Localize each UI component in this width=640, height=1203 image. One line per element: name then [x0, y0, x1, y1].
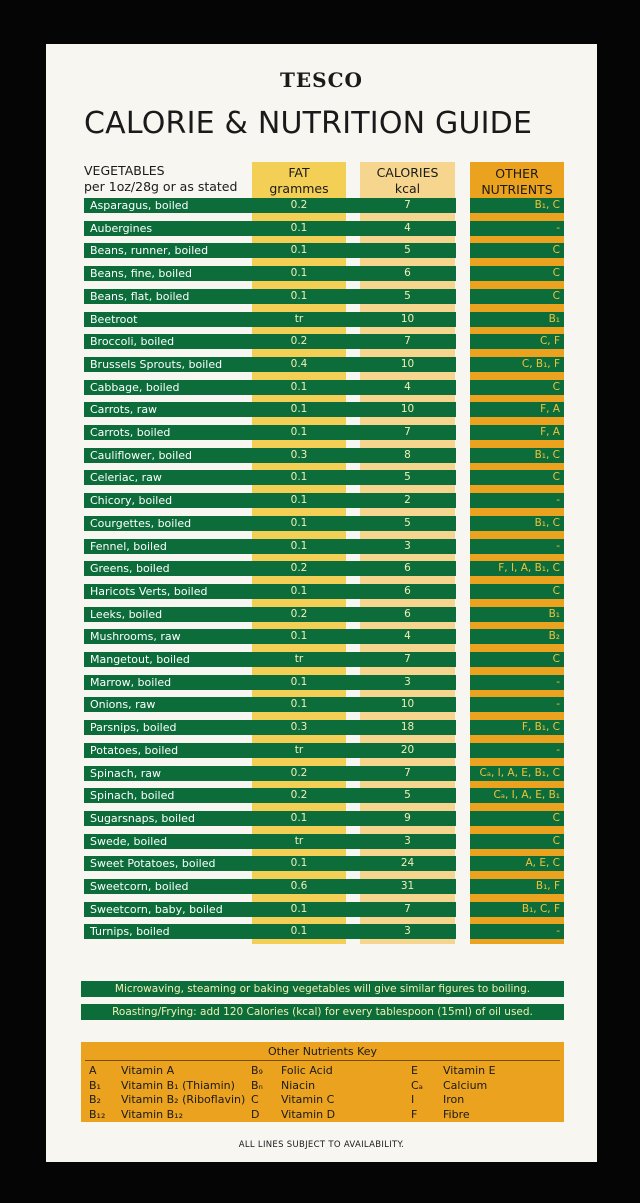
vegetable-name: Brussels Sprouts, boiled [90, 357, 223, 371]
vegetable-name: Asparagus, boiled [90, 199, 189, 212]
other-nutrients-value: C [552, 289, 560, 302]
calorie-value: 10 [400, 357, 415, 370]
table-row [84, 902, 564, 917]
vegetable-name: Spinach, boiled [90, 789, 175, 803]
nutrients-key-title: Other Nutrients Key [267, 1045, 378, 1058]
table-row [84, 584, 564, 599]
other-nutrients-value: B₁ [548, 312, 560, 325]
fat-value: 0.1 [290, 516, 308, 529]
table-row [84, 766, 564, 781]
vegetable-name: Turnips, boiled [90, 925, 170, 939]
fat-value: 0.1 [290, 811, 308, 824]
table-row [84, 243, 564, 258]
vegetable-name: Swede, boiled [90, 834, 168, 848]
key-label: Fibre [443, 1107, 470, 1121]
other-nutrients-value: C [552, 811, 560, 824]
key-code: I [411, 1093, 415, 1106]
calories-header-unit: kcal [394, 181, 421, 196]
calorie-value: 6 [404, 267, 411, 280]
vegetable-name: Aubergines [90, 221, 153, 235]
calorie-value: 5 [404, 471, 411, 484]
key-label: Vitamin B₂ (Riboflavin) [121, 1093, 246, 1106]
table-row [84, 697, 564, 712]
other-nutrients-value: C [552, 584, 560, 597]
vegetable-name: Beans, flat, boiled [90, 289, 190, 303]
fat-value: tr [294, 312, 304, 325]
vegetable-name: Beans, runner, boiled [90, 244, 209, 258]
vegetable-name: Parsnips, boiled [90, 721, 177, 735]
table-row [84, 788, 564, 803]
calorie-value: 4 [404, 630, 411, 643]
calorie-value: 6 [404, 562, 411, 575]
vegetable-name: Carrots, boiled [90, 426, 171, 439]
other-nutrients-value: - [556, 494, 560, 507]
table-row [84, 629, 564, 644]
fat-value: 0.1 [290, 925, 308, 938]
fat-value: 0.2 [290, 335, 308, 348]
key-code: C [251, 1093, 259, 1106]
vegetable-name: Fennel, boiled [90, 539, 167, 553]
key-label: Vitamin D [281, 1107, 336, 1121]
vegetable-name: Greens, boiled [90, 562, 170, 576]
calorie-value: 7 [404, 426, 411, 438]
key-code: D [251, 1107, 260, 1121]
fat-header-unit: grammes [269, 181, 329, 196]
vegetable-name: Spinach, raw [90, 766, 162, 780]
vegetable-name: Broccoli, boiled [90, 335, 175, 349]
key-code: B₁₂ [89, 1107, 106, 1121]
vegetable-name: Chicory, boiled [90, 494, 173, 508]
calorie-value: 8 [404, 448, 411, 461]
vegetable-name: Sweetcorn, boiled [90, 880, 189, 893]
key-label: Vitamin B₁ (Thiamin) [121, 1078, 235, 1092]
other-nutrients-header [470, 162, 564, 198]
key-label: Vitamin C [281, 1093, 335, 1106]
other-nutrients-value: - [556, 698, 560, 711]
table-row [84, 221, 564, 236]
page-title: CALORIE & NUTRITION GUIDE [84, 106, 533, 141]
other-nutrients-value: Cₐ, I, A, E, B₁ [493, 789, 560, 802]
availability-footer: ALL LINES SUBJECT TO AVAILABILITY. [238, 1140, 405, 1150]
table-row [84, 675, 564, 690]
vegetables-header [84, 162, 237, 195]
calorie-value: 3 [404, 834, 411, 847]
fat-value: 0.1 [290, 426, 308, 438]
table-row [84, 402, 564, 417]
calorie-value: 4 [404, 221, 411, 234]
calorie-value: 3 [404, 925, 411, 938]
key-code: A [89, 1064, 97, 1077]
table-row [84, 879, 564, 894]
fat-value: 0.2 [290, 789, 308, 802]
other-nutrients-value: - [556, 675, 560, 688]
calorie-value: 6 [404, 607, 411, 620]
vegetable-name: Celeriac, raw [90, 471, 162, 485]
other-nutrients-value: B₁, F [535, 880, 560, 892]
fat-value: tr [294, 653, 304, 665]
calorie-value: 5 [404, 789, 411, 802]
vegetables-header-title: VEGETABLES [84, 163, 165, 178]
fat-value: 0.1 [290, 380, 308, 393]
table-row [84, 470, 564, 485]
other-nutrients-value: B₁, C, F [521, 902, 560, 915]
other-nutrients-value: B₂ [548, 630, 560, 643]
table-row [84, 312, 564, 327]
calories-header-title: CALORIES [376, 165, 439, 180]
calorie-value: 10 [400, 312, 415, 325]
vegetable-name: Sugarsnaps, boiled [90, 811, 195, 825]
vegetable-name: Haricots Verts, boiled [90, 584, 208, 598]
key-label: Vitamin E [443, 1064, 496, 1077]
cooking-note-boiling: Microwaving, steaming or baking vegetables will give similar figures to boiling. [81, 981, 564, 997]
key-code: E [411, 1064, 418, 1077]
fat-value: 0.1 [290, 902, 308, 915]
fat-value: 0.1 [290, 857, 308, 870]
table-row [84, 493, 564, 508]
fat-value: 0.1 [290, 630, 308, 643]
fat-header [252, 162, 346, 197]
other-nutrients-value: F, I, A, B₁, C [498, 562, 560, 575]
nutrients-key [81, 1042, 564, 1122]
vegetable-name: Potatoes, boiled [90, 743, 179, 757]
calorie-value: 3 [404, 539, 411, 552]
table-row [84, 924, 564, 939]
fat-value: 0.1 [290, 698, 308, 711]
vegetable-name: Sweet Potatoes, boiled [90, 857, 216, 871]
table-row [84, 380, 564, 395]
vegetable-name: Sweetcorn, baby, boiled [90, 902, 223, 916]
fat-value: 0.1 [290, 289, 308, 302]
table-row [84, 425, 564, 440]
other-nutrients-value: A, E, C [525, 857, 560, 870]
calorie-value: 7 [404, 902, 411, 915]
table-row [84, 811, 564, 826]
table-row [84, 289, 564, 304]
calorie-value: 18 [400, 721, 415, 734]
fat-value: tr [294, 834, 304, 847]
calorie-value: 31 [400, 880, 415, 892]
vegetables-header-subtitle: per 1oz/28g or as stated [84, 179, 238, 194]
vegetable-name: Mangetout, boiled [90, 653, 190, 666]
fat-value: 0.2 [290, 199, 308, 211]
calorie-value: 10 [400, 403, 415, 416]
calorie-value: 3 [404, 675, 411, 688]
table-row [84, 266, 564, 281]
fat-value: 0.1 [290, 403, 308, 416]
calories-header [360, 162, 455, 197]
table-row [84, 834, 564, 849]
table-row [84, 516, 564, 531]
cooking-note-roasting: Roasting/Frying: add 120 Calories (kcal) for every tablespoon (15ml) of oil used. [81, 1004, 564, 1020]
vegetable-name: Cauliflower, boiled [90, 448, 193, 462]
fat-value: 0.3 [290, 448, 308, 461]
other-nutrients-value: C, F [539, 335, 560, 348]
fat-value: 0.1 [290, 221, 308, 234]
vegetable-name: Beetroot [90, 312, 138, 326]
fat-header-title: FAT [288, 165, 310, 180]
key-label: Iron [443, 1093, 465, 1106]
other-nutrients-value: C [552, 834, 560, 847]
table-row [84, 198, 564, 213]
calorie-value: 7 [404, 335, 411, 348]
calorie-value: 4 [404, 380, 411, 393]
other-nutrients-value: C [552, 244, 560, 257]
key-code: Cₐ [411, 1078, 423, 1092]
key-label: Vitamin B₁₂ [121, 1107, 183, 1121]
key-label: Vitamin A [121, 1064, 175, 1077]
fat-value: 0.1 [290, 675, 308, 688]
fat-value: 0.1 [290, 471, 308, 484]
other-nutrients-value: B₁, C [534, 199, 560, 211]
vegetable-name: Cabbage, boiled [90, 380, 180, 394]
calorie-value: 20 [400, 743, 415, 756]
table-row [84, 652, 564, 667]
calorie-value: 7 [404, 766, 411, 779]
calorie-value: 7 [404, 199, 411, 211]
table-row [84, 334, 564, 349]
fat-value: 0.1 [290, 494, 308, 507]
fat-value: 0.2 [290, 607, 308, 620]
other-nutrients-value: F, A [540, 426, 560, 438]
vegetable-name: Onions, raw [90, 698, 156, 712]
other-nutrients-value: F, B₁, C [521, 721, 560, 734]
key-code: F [411, 1107, 418, 1121]
key-label: Folic Acid [281, 1064, 333, 1077]
other-nutrients-value: B₁, C [534, 448, 560, 461]
calorie-value: 9 [404, 811, 411, 824]
table-row [84, 448, 564, 463]
brand-logo: TESCO [280, 68, 363, 92]
vegetable-name: Leeks, boiled [90, 607, 163, 621]
nutrients-key-divider [85, 1060, 560, 1061]
other-nutrients-value: B₁, C [534, 516, 560, 529]
table-row [84, 539, 564, 554]
key-code: B₁ [89, 1078, 101, 1092]
calorie-value: 5 [404, 289, 411, 302]
key-code: B₉ [251, 1064, 263, 1077]
key-label: Calcium [443, 1078, 488, 1092]
other-nutrients-header-line1: OTHER [495, 166, 539, 181]
table-row [84, 743, 564, 758]
calorie-value: 5 [404, 516, 411, 529]
other-nutrients-value: C [552, 267, 560, 280]
other-nutrients-value: - [556, 221, 560, 234]
key-code: Bₙ [251, 1078, 263, 1092]
fat-value: 0.2 [290, 562, 308, 575]
nutrition-guide-card [46, 44, 597, 1162]
vegetable-name: Beans, fine, boiled [90, 267, 192, 281]
fat-value: 0.3 [290, 721, 308, 734]
table-row [84, 561, 564, 576]
other-nutrients-value: B₁ [548, 607, 560, 620]
other-nutrients-value: - [556, 743, 560, 756]
table-row [84, 357, 564, 372]
fat-value: 0.4 [290, 357, 308, 370]
vegetable-name: Marrow, boiled [90, 675, 172, 689]
vegetable-name: Mushrooms, raw [90, 630, 181, 644]
other-nutrients-value: C [552, 471, 560, 484]
fat-value: tr [294, 743, 304, 756]
table-row [84, 607, 564, 622]
other-nutrients-value: Cₐ, I, A, E, B₁, C [479, 766, 560, 779]
fat-value: 0.1 [290, 584, 308, 597]
vegetable-name: Courgettes, boiled [90, 516, 192, 530]
key-label: Niacin [281, 1078, 316, 1092]
table-row [84, 720, 564, 735]
calorie-value: 24 [400, 857, 415, 870]
key-code: B₂ [89, 1093, 101, 1106]
other-nutrients-value: C, B₁, F [521, 357, 560, 370]
other-nutrients-value: F, A [540, 403, 560, 416]
vegetable-name: Carrots, raw [90, 403, 158, 417]
fat-value: 0.1 [290, 539, 308, 552]
calorie-value: 10 [400, 698, 415, 711]
calorie-value: 2 [404, 494, 411, 507]
table-row [84, 856, 564, 871]
other-nutrients-value: - [556, 925, 560, 938]
fat-value: 0.2 [290, 766, 308, 779]
fat-value: 0.1 [290, 244, 308, 257]
other-nutrients-header-line2: NUTRIENTS [481, 182, 553, 197]
calorie-value: 7 [404, 653, 411, 665]
other-nutrients-value: C [552, 653, 560, 665]
fat-value: 0.6 [290, 880, 308, 892]
other-nutrients-value: C [552, 380, 560, 393]
calorie-value: 6 [404, 584, 411, 597]
calorie-value: 5 [404, 244, 411, 257]
fat-value: 0.1 [290, 267, 308, 280]
other-nutrients-value: - [556, 539, 560, 552]
